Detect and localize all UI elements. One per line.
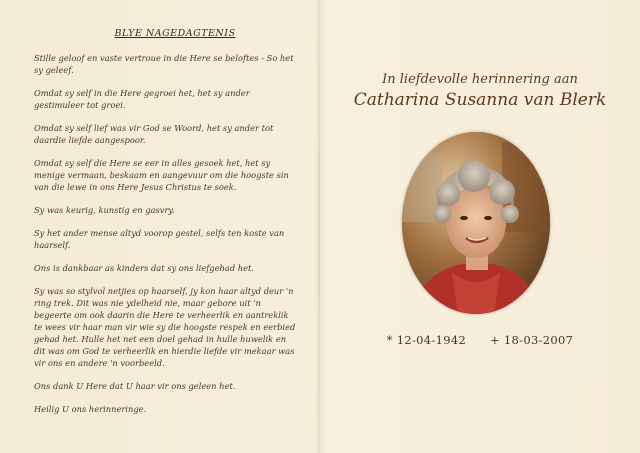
tribute-paragraph-7: Ons is dankbaar as kinders dat sy ons liefgehad het. <box>34 263 254 273</box>
life-dates <box>320 333 640 347</box>
tribute-paragraph-2: Omdat sy self in die Here gegroei het, het sy ander gestimuleer tot groei. <box>34 88 250 110</box>
tribute-paragraph-4: Omdat sy self die Here se eer in alles gesoek het, het sy menige vermaan, beskaam en aangevuur om die hoogste sin van die lewe in ons Here Jesus Christus te soek. <box>34 158 289 192</box>
portrait-photo <box>402 132 550 314</box>
portrait-illustration <box>402 132 550 314</box>
tribute-paragraph-9: Ons dank U Here dat U haar vir ons geleen het. <box>34 381 236 391</box>
tribute-paragraph-8: Sy was so stylvol netjies op haarself, jy kon haar altyd deur 'n ring trek. Dit was nie ydelheid nie, maar gebore uit 'n begeerte om ook daarin die Here te verheerlik en aantreklik te wees vir haar man vir wie sy die hoogste respek en eerbied gehad het. Hulle het net een doel gehad in hulle huwelik en dit was om God te verheerlik en hierdie liefde vir mekaar was vir ons en andere 'n voorbeeld. <box>34 286 296 368</box>
birth-date: * 12-04-1942 <box>386 333 467 347</box>
tribute-panel <box>34 28 296 426</box>
portrait-panel <box>320 0 640 453</box>
tribute-paragraph-6: Sy het ander mense altyd voorop gestel, selfs ten koste van haarself. <box>34 228 285 250</box>
tribute-paragraph-5: Sy was keurig, kunstig en gasvry. <box>34 205 175 215</box>
death-date: + 18-03-2007 <box>490 333 574 347</box>
tribute-paragraph-1: Stille geloof en vaste vertroue in die Here se beloftes - So het sy geleef. <box>34 53 294 75</box>
tribute-heading: BLYE NAGEDAGTENIS <box>114 28 236 39</box>
tribute-paragraph-3: Omdat sy self lief was vir God se Woord, het sy ander tot daardie liefde aangespoor. <box>34 123 274 145</box>
deceased-name: Catharina Susanna van Blerk <box>353 90 607 110</box>
tribute-paragraph-10: Heilig U ons herinneringe. <box>34 404 147 414</box>
memorial-tagline: In liefdevolle herinnering aan <box>382 72 578 87</box>
